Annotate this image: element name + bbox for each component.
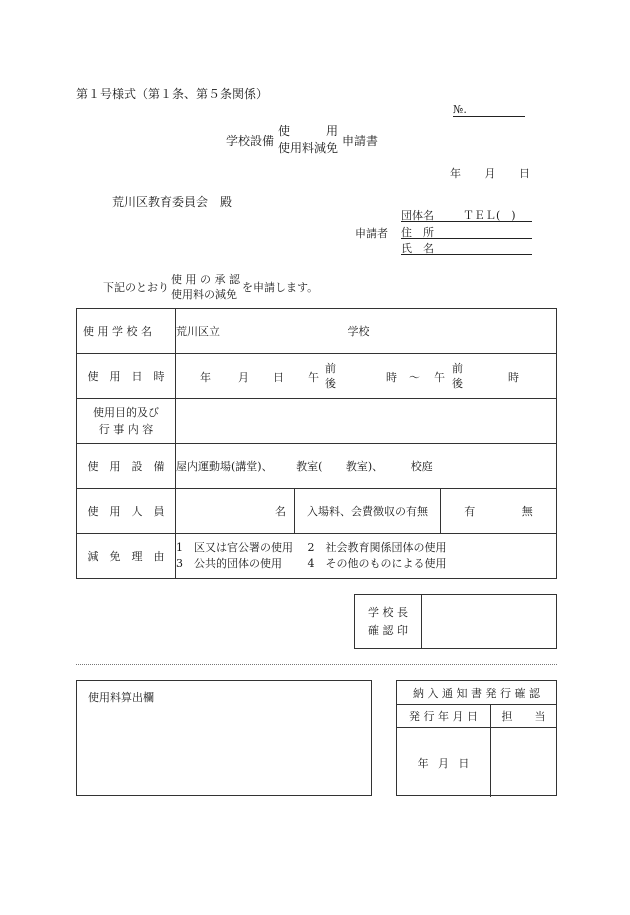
application-table bbox=[76, 308, 557, 579]
exemption-line-2 bbox=[176, 556, 556, 572]
fee-yes-no[interactable] bbox=[441, 489, 556, 533]
facility-classroom-open: 教室( bbox=[296, 460, 323, 473]
people-field bbox=[176, 489, 557, 534]
dt-day: 日 bbox=[273, 371, 284, 384]
application-date bbox=[450, 165, 530, 181]
issue-date-field[interactable] bbox=[397, 728, 490, 797]
exemption-row bbox=[77, 534, 557, 579]
person-column bbox=[491, 705, 556, 797]
document-number-field[interactable] bbox=[453, 103, 525, 117]
principal-label: 学 校 長 確 認 印 bbox=[355, 595, 422, 648]
people-split bbox=[176, 489, 556, 533]
facilities-field[interactable] bbox=[176, 444, 557, 489]
notice-header: 納 入 通 知 書 発 行 確 認 bbox=[397, 681, 556, 705]
dt-year: 年 bbox=[200, 371, 211, 384]
payment-notice-box bbox=[396, 680, 557, 796]
people-unit: 名 bbox=[275, 505, 286, 518]
dt-ampm-end: 前 後 bbox=[452, 362, 463, 390]
facility-classroom-close: 教室)、 bbox=[345, 460, 384, 473]
intro-option-exemption: 使用料の減免 bbox=[171, 288, 237, 301]
datetime-row bbox=[77, 354, 557, 399]
fee-yes: 有 bbox=[464, 505, 476, 518]
addressee: 荒川区教育委員会 殿 bbox=[112, 195, 233, 209]
issue-year: 年 bbox=[417, 756, 429, 770]
intro-suffix: を申請します。 bbox=[242, 281, 319, 294]
purpose-label: 使用目的及び 行 事 内 容 bbox=[77, 399, 176, 444]
person-label: 担 当 bbox=[491, 705, 556, 728]
organization-field[interactable] bbox=[401, 207, 532, 222]
principal-confirmation-box bbox=[354, 594, 557, 649]
tel-label: ＴＥＬ( ) bbox=[463, 209, 516, 222]
reason-2: 2 社会教育関係団体の使用 bbox=[307, 541, 447, 554]
document-number-label: №. bbox=[453, 103, 467, 116]
form-number: 第１号様式（第１条、第５条関係） bbox=[76, 87, 269, 101]
address-field[interactable] bbox=[401, 224, 532, 239]
fee-question-label: 入場料、会費徴収の有無 bbox=[295, 489, 441, 533]
date-month-label: 月 bbox=[484, 167, 496, 180]
ward-prefix: 荒川区立 bbox=[176, 325, 220, 338]
fee-no: 無 bbox=[521, 505, 533, 518]
fee-calculation-box[interactable] bbox=[76, 680, 372, 796]
issue-date-label: 発 行 年 月 日 bbox=[397, 705, 490, 728]
intro-option-approval: 使 用 の 承 認 bbox=[171, 273, 240, 286]
school-row bbox=[77, 309, 557, 354]
school-field[interactable] bbox=[176, 309, 557, 354]
facility-indoor: 屋内運動場(講堂)、 bbox=[176, 460, 273, 473]
dt-hour-end: 時 bbox=[508, 371, 519, 384]
title-suffix: 申請書 bbox=[342, 133, 379, 148]
exemption-label: 減 免 理 由 bbox=[77, 534, 176, 579]
dt-range-tilde: ～ bbox=[409, 371, 420, 384]
document-title bbox=[226, 123, 378, 157]
name-label: 氏 名 bbox=[401, 242, 434, 255]
application-statement bbox=[103, 272, 318, 302]
facilities-label: 使 用 設 備 bbox=[77, 444, 176, 489]
school-label: 使 用 学 校 名 bbox=[77, 309, 176, 354]
date-year-label: 年 bbox=[450, 167, 461, 180]
datetime-field[interactable] bbox=[176, 354, 557, 399]
exemption-reasons[interactable] bbox=[176, 534, 557, 579]
datetime-label: 使 用 日 時 bbox=[77, 354, 176, 399]
person-field[interactable] bbox=[491, 728, 556, 797]
purpose-field[interactable] bbox=[176, 399, 557, 444]
dt-noon-end: 午 bbox=[434, 371, 445, 384]
intro-prefix: 下記のとおり bbox=[103, 281, 169, 294]
issue-month: 月 bbox=[437, 756, 449, 770]
reason-4: 4 その他のものによる使用 bbox=[307, 557, 447, 570]
title-prefix: 学校設備 bbox=[226, 133, 275, 148]
dt-month: 月 bbox=[238, 371, 249, 384]
purpose-row bbox=[77, 399, 557, 444]
title-option-use: 使 用 bbox=[278, 124, 339, 138]
intro-options bbox=[171, 272, 240, 302]
notice-body bbox=[397, 705, 556, 797]
dt-hour-start: 時 bbox=[386, 371, 397, 384]
facility-yard: 校庭 bbox=[410, 460, 433, 473]
fee-calc-label: 使用料算出欄 bbox=[88, 691, 154, 704]
dt-noon-start: 午 bbox=[308, 371, 319, 384]
date-day-label: 日 bbox=[519, 167, 530, 180]
organization-label: 団体名 bbox=[401, 209, 434, 222]
datetime-content bbox=[176, 361, 556, 391]
name-field[interactable] bbox=[401, 240, 532, 255]
principal-seal-field[interactable] bbox=[422, 595, 556, 648]
reason-1: 1 区又は官公署の使用 bbox=[176, 541, 293, 554]
facilities-row bbox=[77, 444, 557, 489]
title-option-fee-exemption: 使用料減免 bbox=[278, 141, 339, 155]
reason-3: 3 公共的団体の使用 bbox=[176, 557, 282, 570]
school-suffix: 学校 bbox=[347, 325, 370, 338]
people-label: 使 用 人 員 bbox=[77, 489, 176, 534]
applicant-label: 申請者 bbox=[355, 227, 388, 240]
dt-ampm-start: 前 後 bbox=[325, 362, 336, 390]
issue-date-column bbox=[397, 705, 491, 797]
exemption-line-1 bbox=[176, 540, 556, 556]
cut-line bbox=[76, 664, 557, 665]
issue-day: 日 bbox=[458, 756, 470, 770]
people-count-field[interactable] bbox=[176, 489, 295, 533]
address-label: 住 所 bbox=[401, 226, 434, 239]
people-row bbox=[77, 489, 557, 534]
title-options bbox=[278, 123, 338, 157]
